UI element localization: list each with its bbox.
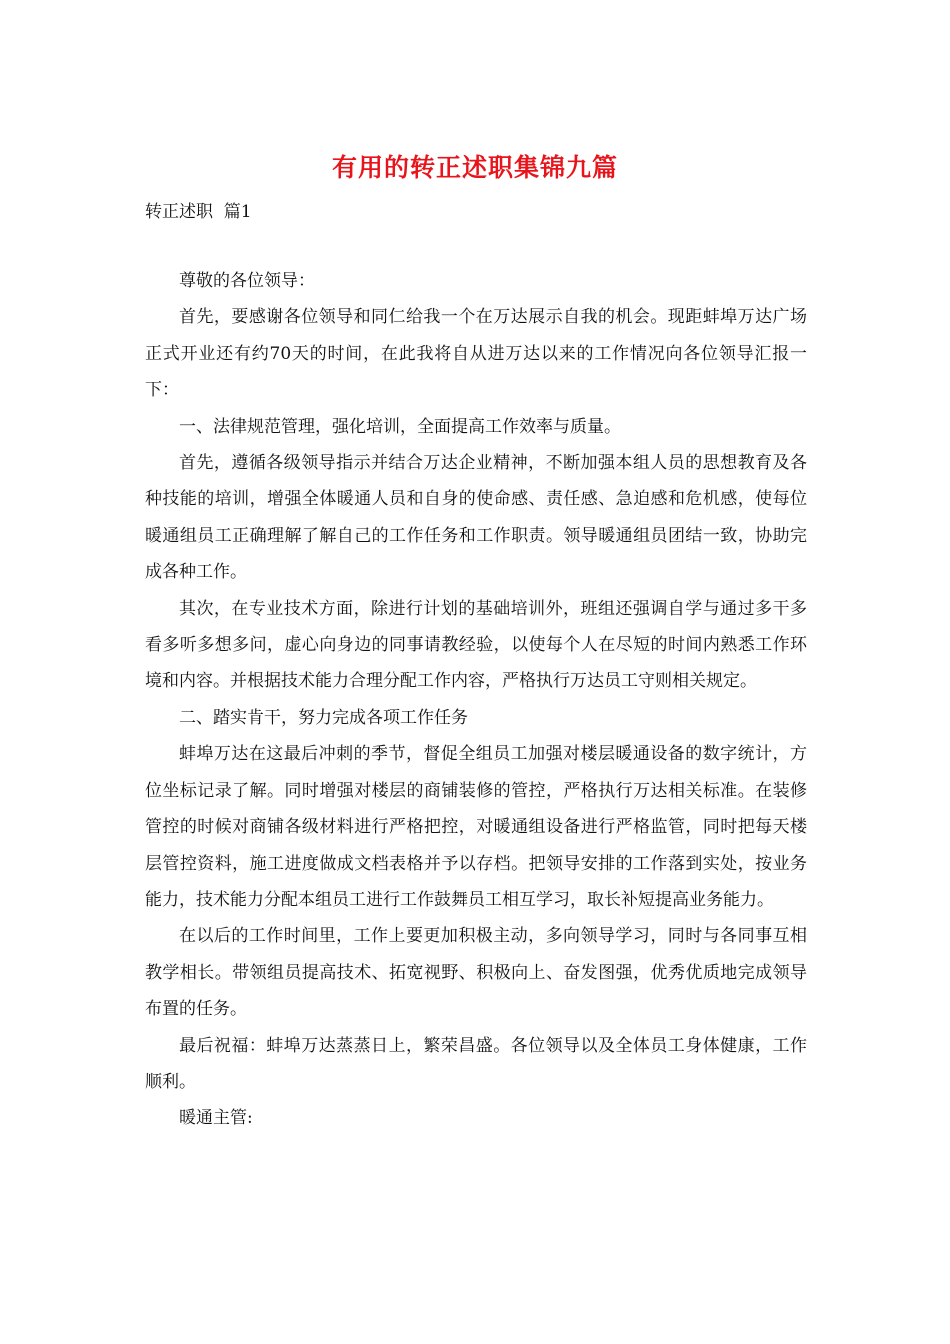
body-paragraph: 首先，要感谢各位领导和同仁给我一个在万达展示自我的机会。现距蚌埠万达广场正式开业还有约70天的时间，在此我将自从进万达以来的工作情况向各位领导汇报一下： <box>145 307 807 401</box>
section-label: 转正述职 篇1 <box>145 202 252 222</box>
body-paragraph: 蚌埠万达在这最后冲刺的季节，督促全组员工加强对楼层暖通设备的数字统计，方位坐标记录了解。同时增强对楼层的商铺装修的管控，严格执行万达相关标准。在装修管控的时候对商铺各级材料进行严格把控，对暖通组设备进行严格监管，同时把每天楼层管控资料，施工进度做成文档表格并予以存档。把领导安排的工作落到实处，按业务能力，技术能力分配本组员工进行工作鼓舞员工相互学习，取长补短提高业务能力。 <box>145 744 807 910</box>
heading-paragraph: 一、法律规范管理，强化培训，全面提高工作效率与质量。 <box>179 416 621 437</box>
body-paragraph: 其次，在专业技术方面，除进行计划的基础培训外，班组还强调自学与通过多干多看多听多想多问，虚心向身边的同事请教经验，以使每个人在尽短的时间内熟悉工作环境和内容。并根据技术能力合理分配工作内容，严格执行万达员工守则相关规定。 <box>145 598 807 692</box>
body-paragraph: 在以后的工作时间里，工作上要更加积极主动，多向领导学习，同时与各同事互相教学相长。带领组员提高技术、拓宽视野、积极向上、奋发图强，优秀优质地完成领导布置的任务。 <box>145 926 807 1020</box>
document-title: 有用的转正述职集锦九篇 <box>331 153 618 182</box>
body-paragraph: 首先，遵循各级领导指示并结合万达企业精神，不断加强本组人员的思想教育及各种技能的培训，增强全体暖通人员和自身的使命感、责任感、急迫感和危机感，使每位暖通组员工正确理解了解自己的工作任务和工作职责。领导暖通组员团结一致，协助完成各种工作。 <box>145 453 807 583</box>
salutation-paragraph: 尊敬的各位领导： <box>179 271 315 291</box>
heading-paragraph: 二、踏实肯干，努力完成各项工作任务 <box>179 707 468 728</box>
closing-paragraph: 最后祝福：蚌埠万达蒸蒸日上，繁荣昌盛。各位领导以及全体员工身体健康，工作顺利。 <box>145 1035 807 1092</box>
document-body <box>145 263 807 1137</box>
signature-line: 暖通主管: <box>179 1108 253 1129</box>
